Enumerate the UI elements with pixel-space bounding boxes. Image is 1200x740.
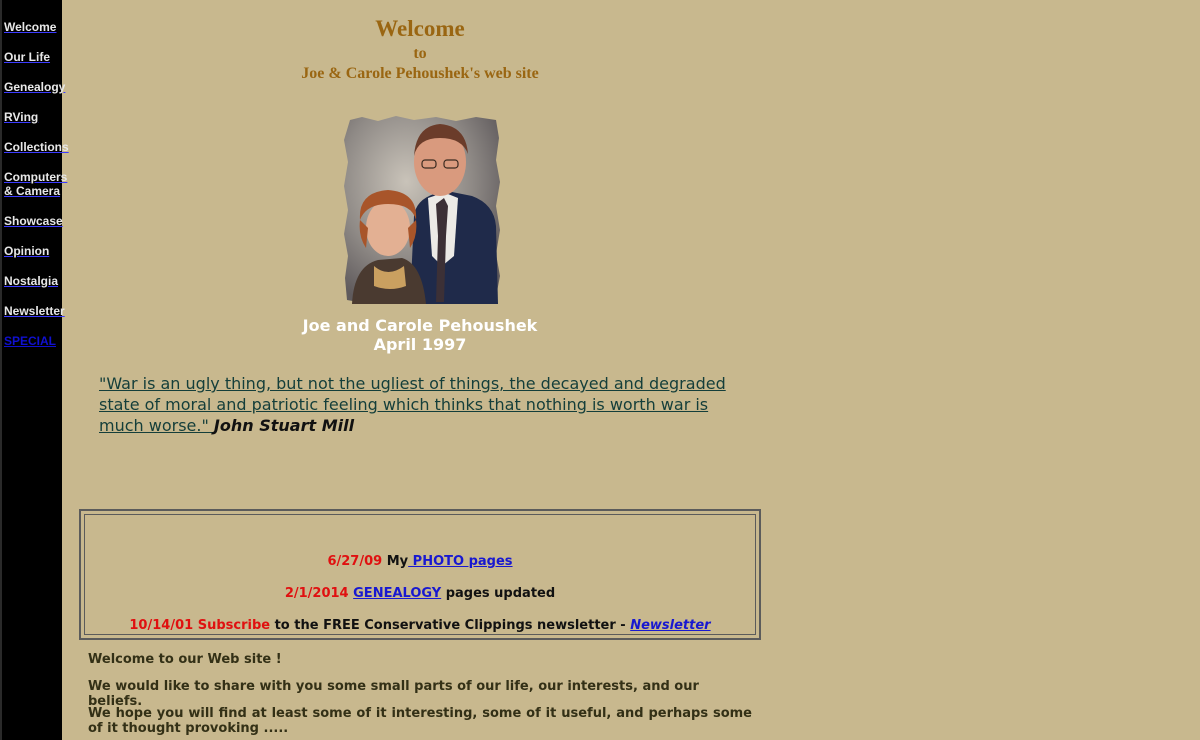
photo-caption-names: Joe and Carole Pehoushek bbox=[302, 316, 538, 335]
nav-link-showcase[interactable]: Showcase bbox=[4, 214, 63, 228]
news-box bbox=[79, 509, 761, 640]
news-text: pages updated bbox=[441, 586, 556, 601]
nav-link-special[interactable]: SPECIAL bbox=[4, 334, 57, 348]
quote-text-link[interactable]: "War is an ugly thing, but not the ugliest of things, the decayed and degraded state of moral and patriotic feeling which thinks that nothing is worth war is much worse." bbox=[99, 374, 726, 435]
nav-link-our-life[interactable]: Our Life bbox=[4, 50, 51, 64]
nav-link-camera[interactable]: & Camera bbox=[4, 184, 61, 198]
news-date: 6/27/09 bbox=[327, 554, 383, 569]
nav-link-computers[interactable]: Computers bbox=[4, 170, 68, 184]
nav-link-collections[interactable]: Collections bbox=[4, 140, 69, 154]
nav-link-nostalgia[interactable]: Nostalgia bbox=[4, 274, 59, 288]
news-date: 2/1/2014 bbox=[284, 586, 349, 601]
news-item-newsletter bbox=[81, 618, 759, 634]
nav-link-opinion[interactable]: Opinion bbox=[4, 244, 50, 258]
page-title: Welcome bbox=[375, 16, 465, 41]
intro-share: We would like to share with you some small parts of our life, our interests, and our beliefs. bbox=[88, 679, 699, 709]
news-item-photo bbox=[81, 554, 759, 570]
genealogy-link[interactable]: GENEALOGY bbox=[353, 586, 442, 601]
sidebar-nav bbox=[0, 0, 69, 740]
news-text: My bbox=[386, 554, 409, 569]
nav-link-newsletter[interactable]: Newsletter bbox=[4, 304, 65, 318]
newsletter-link[interactable]: Newsletter bbox=[630, 618, 711, 633]
intro-hope: We hope you will find at least some of it interesting, some of it useful, and perhaps some of it thought provoking ..... bbox=[88, 706, 752, 736]
news-date: 10/14/01 bbox=[129, 618, 194, 633]
nav-link-genealogy[interactable]: Genealogy bbox=[4, 80, 66, 94]
photo-pages-link[interactable]: PHOTO pages bbox=[408, 554, 513, 569]
news-text: to the FREE Conservative Clippings newsletter - bbox=[270, 618, 631, 633]
page-subtitle-site: Joe & Carole Pehoushek's web site bbox=[301, 65, 539, 82]
news-item-genealogy bbox=[81, 586, 759, 602]
quote-author: John Stuart Mill bbox=[213, 416, 355, 435]
intro-welcome: Welcome to our Web site ! bbox=[88, 652, 282, 667]
subscribe-text: Subscribe bbox=[197, 618, 271, 633]
photo-caption-date: April 1997 bbox=[373, 335, 467, 354]
nav-link-rving[interactable]: RVing bbox=[4, 110, 39, 124]
nav-link-welcome[interactable]: Welcome bbox=[4, 20, 57, 34]
quote-block bbox=[99, 373, 749, 436]
page-subtitle-to: to bbox=[413, 45, 427, 62]
news-box-inner-border bbox=[84, 514, 756, 635]
couple-portrait-photo bbox=[344, 116, 500, 304]
